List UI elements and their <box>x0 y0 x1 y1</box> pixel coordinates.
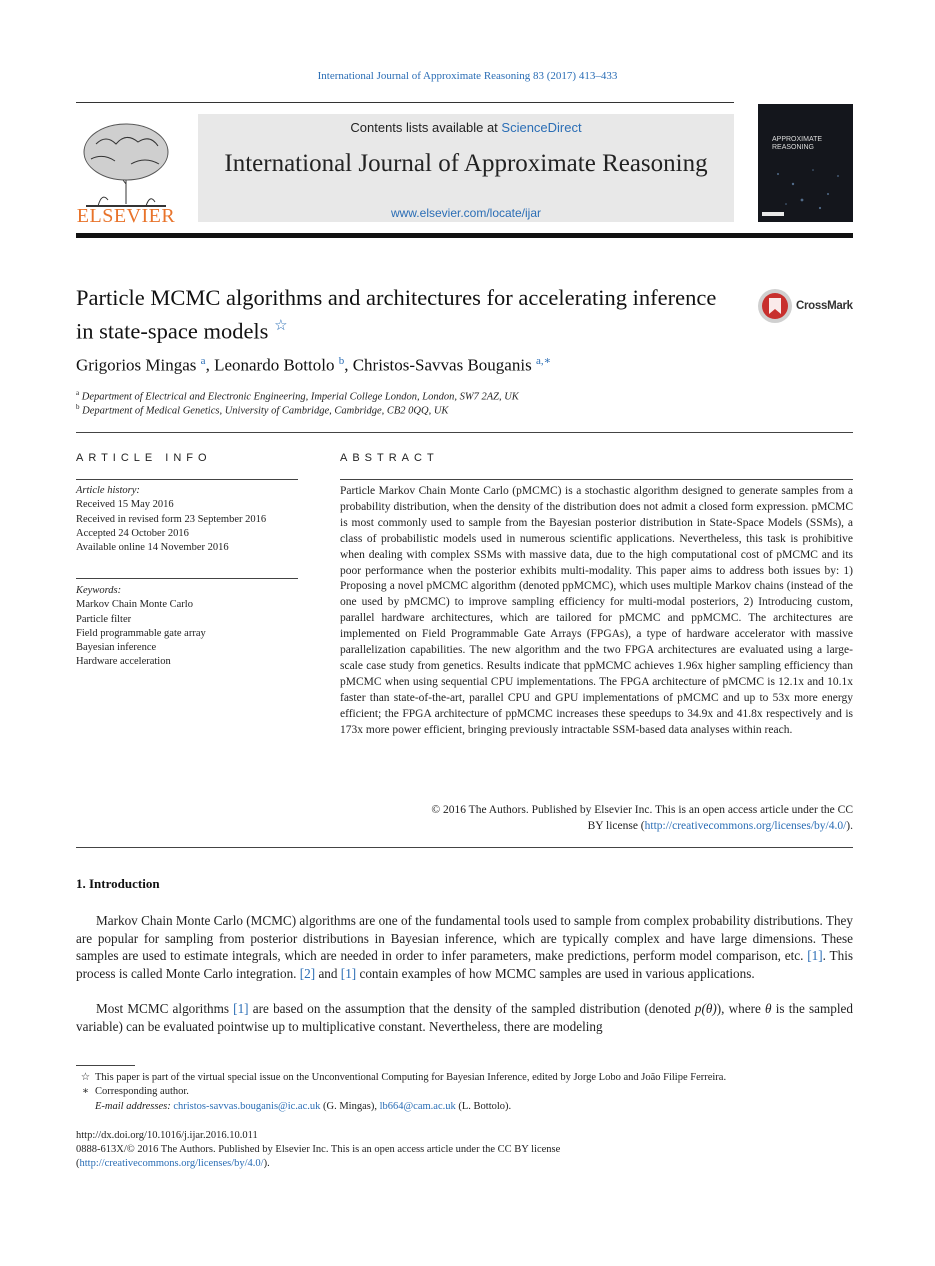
keywords-label: Keywords: <box>76 585 122 596</box>
journal-reference[interactable]: International Journal of Approximate Reasoning 83 (2017) 413–433 <box>317 70 618 82</box>
citation-link[interactable]: [1] <box>233 1001 249 1016</box>
abstract-heading: ABSTRACT <box>340 452 439 464</box>
cover-title: APPROXIMATE REASONING <box>772 136 823 151</box>
intro-heading: 1. Introduction <box>76 876 160 891</box>
history-label: Article history: <box>76 485 140 496</box>
author-affil-mark[interactable]: a <box>200 355 206 367</box>
doi-link[interactable]: http://dx.doi.org/10.1016/j.ijar.2016.10.011 <box>76 1130 258 1141</box>
issn-line: 0888-613X/© 2016 The Authors. Published by Elsevier Inc. This is an open access article under the CC BY license <box>76 1144 561 1155</box>
citation-link[interactable]: [1] <box>340 965 357 981</box>
author-name[interactable]: Grigorios Mingas <box>76 355 197 375</box>
abstract-copyright: © 2016 The Authors. Published by Elsevier Inc. This is an open access article under the CC BY license (http://creativecommons.org/licenses/by/4.0/). <box>431 804 853 832</box>
author-list: Grigorios Mingas $^a$, Leonardo Bottolo $^b$, Christos-Savvas Bouganis $^{a,∗}$ <box>76 355 552 375</box>
keyword: Particle filter <box>76 613 132 625</box>
intro-paragraph: Markov Chain Monte Carlo (MCMC) algorithms are one of the fundamental tools used to sample from complex probability distributions. They are popular for sampling from posterior distributions in Bayesian inference, which are typically complex and have large dimensions. These samples are used to estimate integrals, which are needed in order to infer parameters, make predictions, perform model comparison, etc. [1]. This process is called Monte Carlo integration. [2] and [1] contain examples of how MCMC samples are used in various applications. <box>76 913 853 981</box>
abstract-text: Particle Markov Chain Monte Carlo (pMCMC) is a stochastic algorithm designed to generate samples from a probability distribution, when the density of the distribution does not admit a closed form expression. pMCMC is most commonly used to sample from the Bayesian posterior distribution in State-Space Models (SSMs), a class of probabilistic models used in numerous scientific applications. Nevertheless, this task is prohibitive when dealing with complex SSMs with massive data, due to the high computational cost of pMCMC and its poor performance when the posterior exhibits multi-modality. This paper aims to address both issues by: 1) Proposing a novel pMCMC algorithm (denoted ppMCMC), which uses multiple Markov chains (instead of the one used by pMCMC) to improve sampling efficiency for multi-modal posteriors, 2) Introducing custom, parallel hardware architectures, which are tailored for pMCMC and ppMCMC. The architectures are implemented on Field Programmable Gate Arrays (FPGAs), a type of hardware accelerator with massive parallelization capabilities. The new algorithm and the two FPGA architectures are evaluated using a large-scale case study from genetics. Results indicate that ppMCMC achieves 1.96x higher sampling efficiency than pMCMC when using sequential CPU implementations. The FPGA architecture of pMCMC is 12.1x and 10.1x faster than state-of-the-art, parallel CPU and GPU implementations of pMCMC and up to 53x more energy efficient; the FPGA architecture of ppMCMC increases these speedups to 34.9x and 41.8x respectively and is 173x more power efficient, bringing previously intractable SSM-based data analyses within reach. <box>340 485 853 736</box>
keyword: Field programmable gate array <box>76 627 206 639</box>
citation-link[interactable]: [2] <box>299 965 316 981</box>
footnote-rule <box>76 1065 135 1066</box>
journal-url-link[interactable]: www.elsevier.com/locate/ijar <box>390 206 542 220</box>
email-link[interactable]: christos-savvas.bouganis@ic.ac.uk <box>173 1101 321 1112</box>
citation-link[interactable]: [1] <box>807 948 823 963</box>
journal-cover-image[interactable] <box>758 104 853 222</box>
affiliation: $^a$ Department of Electrical and Electronic Engineering, Imperial College London, London, SW7 2AZ, UK <box>76 389 519 403</box>
license-line: (http://creativecommons.org/licenses/by/4.0/). <box>76 1158 270 1169</box>
keywords-rule <box>76 578 298 579</box>
journal-banner <box>198 114 734 222</box>
abstract-rule <box>340 479 853 480</box>
cover-artwork <box>758 104 853 222</box>
history-item: Received in revised form 23 September 2016 <box>76 513 267 525</box>
keyword: Markov Chain Monte Carlo <box>76 599 193 611</box>
math-expression: θ <box>765 1001 772 1016</box>
license-link[interactable]: http://creativecommons.org/licenses/by/4.0/ <box>644 819 847 832</box>
license-link[interactable]: http://creativecommons.org/licenses/by/4.0/ <box>79 1158 264 1169</box>
email-link[interactable]: lb664@cam.ac.uk <box>379 1101 456 1112</box>
footnote-special-issue: ☆ This paper is part of the virtual special issue on the Unconventional Computing for Bayesian Inference, edited by Jorge Lobo and João Filipe Ferreira. <box>80 1072 727 1083</box>
author-name[interactable]: Christos-Savvas Bouganis <box>352 355 532 375</box>
elsevier-wordmark: ELSEVIER <box>76 205 176 227</box>
section-rule <box>76 847 853 848</box>
sciencedirect-link[interactable]: ScienceDirect <box>501 120 582 135</box>
contents-available: Contents lists available at ScienceDirect <box>350 120 582 135</box>
article-info-rule <box>76 479 298 480</box>
history-item: Received 15 May 2016 <box>76 499 174 511</box>
journal-title: International Journal of Approximate Reasoning <box>224 150 708 177</box>
history-item: Available online 14 November 2016 <box>76 542 229 554</box>
section-rule <box>76 432 853 433</box>
article-info-heading: ARTICLE INFO <box>76 452 212 464</box>
history-item: Accepted 24 October 2016 <box>76 527 189 539</box>
header-thick-rule <box>76 233 853 238</box>
intro-paragraph: Most MCMC algorithms [1] are based on the assumption that the density of the sampled distribution (denoted p(θ)), where θ is the sampled variable) can be evaluated pointwise up to multiplicative constant. Nevertheless, there are modeling <box>76 1001 853 1034</box>
author-affil-mark[interactable]: b <box>338 355 345 367</box>
keywords <box>76 584 298 670</box>
header-rule <box>76 102 734 103</box>
footnote-corresponding: ∗ Corresponding author. <box>81 1086 189 1097</box>
affiliation: $^b$ Department of Medical Genetics, University of Cambridge, Cambridge, CB2 0QQ, UK <box>76 403 449 417</box>
keyword: Bayesian inference <box>76 642 157 654</box>
title-footnote-mark[interactable]: ☆ <box>274 318 288 334</box>
article-title: Particle MCMC algorithms and architectures for accelerating inference in state-space models ☆ <box>76 285 717 344</box>
author-name[interactable]: Leonardo Bottolo <box>214 355 335 375</box>
math-expression: p(θ) <box>694 1001 717 1016</box>
footnote-emails: E-mail addresses: christos-savvas.bouganis@ic.ac.uk (G. Mingas), lb664@cam.ac.uk (L. Bottolo). <box>95 1101 512 1112</box>
keyword: Hardware acceleration <box>76 656 171 668</box>
crossmark-label[interactable]: CrossMark <box>796 300 853 312</box>
article-history <box>76 484 298 555</box>
author-affil-mark[interactable]: a,∗ <box>535 355 552 367</box>
